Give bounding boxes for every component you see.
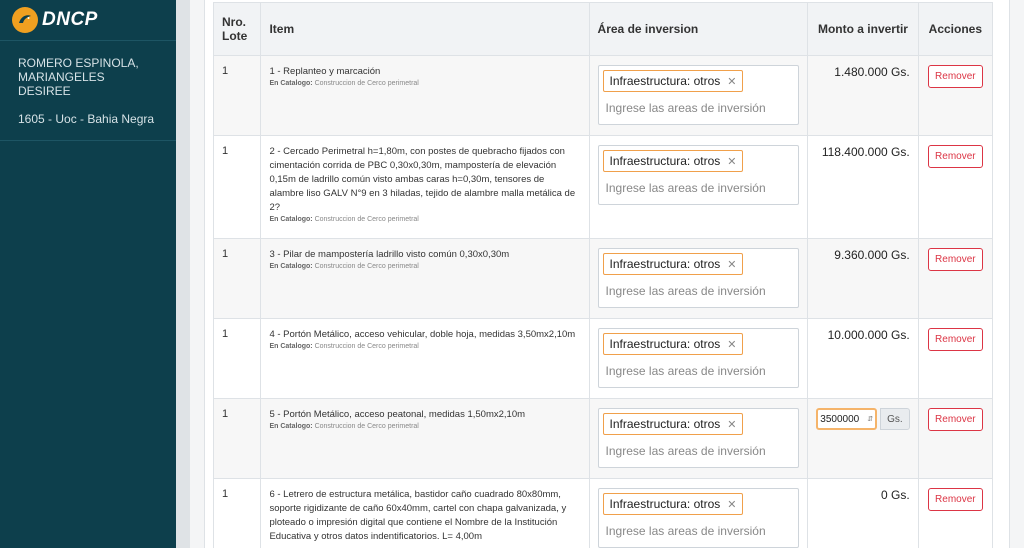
header-item: Item <box>261 3 589 56</box>
monto-value: 118.400.000 Gs. <box>821 145 910 159</box>
cell-lote: 1 <box>214 479 261 548</box>
spinner-icon[interactable]: ⇵ <box>867 416 874 423</box>
currency-suffix: Gs. <box>880 408 910 430</box>
cell-item <box>261 239 589 319</box>
area-search-input[interactable]: Ingrese las areas de inversión <box>605 101 766 115</box>
cell-acciones <box>918 239 992 319</box>
sidebar <box>0 0 176 548</box>
cell-item <box>261 56 589 136</box>
cell-lote: 1 <box>214 399 261 479</box>
cell-item <box>261 136 589 239</box>
catalog-prefix: En Catalogo: <box>269 423 313 430</box>
cell-lote: 1 <box>214 319 261 399</box>
cell-lote: 1 <box>214 136 261 239</box>
area-multiselect[interactable] <box>598 488 800 548</box>
area-tag[interactable] <box>603 253 744 275</box>
area-tag-label: Infraestructura: otros <box>609 497 721 511</box>
cell-area <box>589 56 808 136</box>
area-search-input[interactable]: Ingrese las areas de inversión <box>605 364 766 378</box>
table-row <box>214 319 993 399</box>
monto-value: 10.000.000 Gs. <box>827 328 910 342</box>
dncp-logo-icon <box>12 7 38 33</box>
item-description: 6 - Letrero de estructura metálica, bastidor caño cuadrado 80x80mm, soporte rigidizante de caño 60x40mm, cartel con chapa galvanizada, y ploteado o impresión digital que contiene el Nombre de la Institución Educativa y otros datos indentificatorios. L= 4,00m <box>269 489 567 542</box>
area-multiselect[interactable] <box>598 328 800 388</box>
catalog-prefix: En Catalogo: <box>269 263 313 270</box>
monto-input[interactable] <box>816 408 877 430</box>
area-search-input[interactable]: Ingrese las areas de inversión <box>605 444 766 458</box>
cell-item <box>261 479 589 548</box>
cell-area <box>589 479 808 548</box>
monto-value: 9.360.000 Gs. <box>834 248 910 262</box>
monto-value: 0 Gs. <box>880 488 910 502</box>
area-search-input[interactable]: Ingrese las areas de inversión <box>605 284 766 298</box>
header-acciones: Acciones <box>918 3 992 56</box>
item-description: 4 - Portón Metálico, acceso vehicular, doble hoja, medidas 3,50mx2,10m <box>269 329 576 340</box>
item-description: 3 - Pilar de mampostería ladrillo visto común 0,30x0,30m <box>269 249 510 260</box>
area-tag-label: Infraestructura: otros <box>609 74 721 88</box>
close-icon[interactable]: ✕ <box>727 155 737 168</box>
area-tag[interactable] <box>603 70 744 92</box>
cell-monto <box>808 479 918 548</box>
remove-button[interactable]: Remover <box>928 65 983 88</box>
area-tag-label: Infraestructura: otros <box>609 337 721 351</box>
catalog-name: Construccion de Cerco perimetral <box>314 343 419 350</box>
catalog-prefix: En Catalogo: <box>269 80 313 87</box>
header-area: Área de inversion <box>589 3 808 56</box>
monto-input-value[interactable]: 3500000 <box>820 413 860 425</box>
cell-lote: 1 <box>214 56 261 136</box>
cell-area <box>589 319 808 399</box>
cell-acciones <box>918 479 992 548</box>
area-tag-label: Infraestructura: otros <box>609 417 721 431</box>
catalog-name: Construccion de Cerco perimetral <box>314 80 419 87</box>
cell-area <box>589 136 808 239</box>
close-icon[interactable]: ✕ <box>727 338 737 351</box>
remove-button[interactable]: Remover <box>928 145 983 168</box>
cell-acciones <box>918 399 992 479</box>
header-monto: Monto a invertir <box>808 3 918 56</box>
user-name: ROMERO ESPINOLA, MARIANGELES DESIREE <box>18 56 139 98</box>
brand-name: DNCP <box>42 9 98 30</box>
cell-item <box>261 399 589 479</box>
items-table <box>213 2 993 548</box>
table-row <box>214 136 993 239</box>
area-search-input[interactable]: Ingrese las areas de inversión <box>605 524 766 538</box>
cell-monto <box>808 319 918 399</box>
area-tag[interactable] <box>603 150 744 172</box>
catalog-line <box>269 80 580 87</box>
monto-edit-group <box>816 408 909 430</box>
cell-area <box>589 239 808 319</box>
header-lote: Nro. Lote <box>214 3 261 56</box>
area-multiselect[interactable] <box>598 145 800 205</box>
cell-item <box>261 319 589 399</box>
close-icon[interactable]: ✕ <box>727 498 737 511</box>
area-tag[interactable] <box>603 493 744 515</box>
cell-monto <box>808 56 918 136</box>
area-search-input[interactable]: Ingrese las areas de inversión <box>605 181 766 195</box>
area-tag-label: Infraestructura: otros <box>609 257 721 271</box>
table-row <box>214 399 993 479</box>
cell-acciones <box>918 136 992 239</box>
table-row <box>214 56 993 136</box>
catalog-prefix: En Catalogo: <box>269 216 313 223</box>
catalog-line <box>269 423 580 430</box>
close-icon[interactable]: ✕ <box>727 258 737 271</box>
cell-monto <box>808 399 918 479</box>
remove-button[interactable]: Remover <box>928 248 983 271</box>
cell-lote: 1 <box>214 239 261 319</box>
area-multiselect[interactable] <box>598 65 800 125</box>
monto-value: 1.480.000 Gs. <box>834 65 910 79</box>
catalog-line <box>269 343 580 350</box>
catalog-line <box>269 216 580 223</box>
area-tag[interactable] <box>603 413 744 435</box>
table-row <box>214 239 993 319</box>
table-header-row <box>214 3 993 56</box>
cell-acciones <box>918 56 992 136</box>
remove-button[interactable]: Remover <box>928 408 983 431</box>
user-unit[interactable]: 1605 - Uoc - Bahia Negra <box>18 112 155 126</box>
remove-button[interactable]: Remover <box>928 488 983 511</box>
cell-area <box>589 399 808 479</box>
cell-monto <box>808 136 918 239</box>
catalog-prefix: En Catalogo: <box>269 343 313 350</box>
area-multiselect[interactable] <box>598 408 800 468</box>
brand[interactable] <box>0 0 176 41</box>
catalog-name: Construccion de Cerco perimetral <box>314 216 419 223</box>
catalog-line <box>269 263 580 270</box>
user-info <box>0 41 176 141</box>
close-icon[interactable]: ✕ <box>727 418 737 431</box>
sidebar-scrollbar[interactable] <box>176 0 190 548</box>
item-description: 1 - Replanteo y marcación <box>269 66 381 77</box>
area-multiselect[interactable] <box>598 248 800 308</box>
catalog-name: Construccion de Cerco perimetral <box>314 423 419 430</box>
remove-button[interactable]: Remover <box>928 328 983 351</box>
item-description: 2 - Cercado Perimetral h=1,80m, con postes de quebracho fijados con cimentación corrida de PBC 0,30x0,30m, mampostería de elevación 0,15m de ladrillo común visto ambas caras h=0,30m, tensores de alambre liso GALV N°9 en 3 hiladas, tejido de alambre malla metálica de 2? <box>269 146 576 213</box>
cell-monto <box>808 239 918 319</box>
close-icon[interactable]: ✕ <box>727 75 737 88</box>
item-description: 5 - Portón Metálico, acceso peatonal, medidas 1,50mx2,10m <box>269 409 526 420</box>
area-tag-label: Infraestructura: otros <box>609 154 721 168</box>
catalog-name: Construccion de Cerco perimetral <box>314 263 419 270</box>
area-tag[interactable] <box>603 333 744 355</box>
main-content <box>190 0 1024 548</box>
table-row <box>214 479 993 548</box>
cell-acciones <box>918 319 992 399</box>
items-card <box>204 0 1010 548</box>
